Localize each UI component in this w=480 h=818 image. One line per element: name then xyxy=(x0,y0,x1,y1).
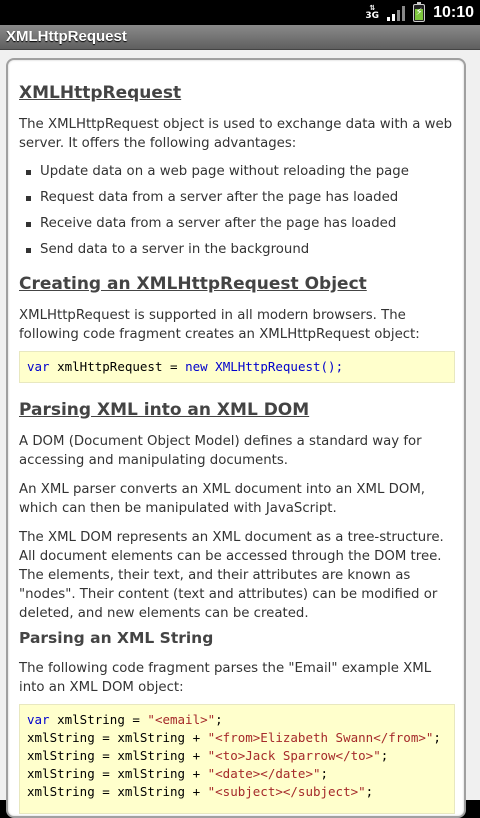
app-content-area[interactable] xyxy=(0,50,480,800)
bullet-icon xyxy=(26,248,31,253)
parse-paragraph-2: An XML parser converts an XML document into an XML DOM, which can then be manipulated with JavaScript. xyxy=(19,482,426,516)
intro-paragraph: The XMLHttpRequest object is used to exchange data with a web server. It offers the following advantages: xyxy=(19,117,453,151)
bullet-icon xyxy=(26,170,31,175)
app-title-bar xyxy=(0,25,480,50)
list-item-text: Receive data from a server after the page has loaded xyxy=(40,216,397,231)
status-icons xyxy=(365,0,480,25)
code-line: xmlString = xmlString + "<date></date>"; xyxy=(27,766,329,781)
network-3g-icon xyxy=(365,5,379,21)
list-item xyxy=(19,214,459,240)
status-bar xyxy=(0,0,480,25)
code-line: xmlString = xmlString + "<subject></subject>"; xyxy=(27,784,374,799)
list-item-text: Update data on a web page without reloading the page xyxy=(40,164,409,179)
code-block-string xyxy=(19,704,455,814)
list-item xyxy=(19,162,459,188)
battery-charging-icon: ⚡ xyxy=(413,4,425,22)
network-label: 3G xyxy=(365,10,380,21)
article-panel[interactable] xyxy=(6,58,466,818)
signal-strength-icon xyxy=(387,5,405,21)
data-arrows-icon: ⇅ xyxy=(369,3,376,12)
bullet-icon xyxy=(26,196,31,201)
code-line: xmlString = xmlString + "<from>Elizabeth Swann</from>"; xyxy=(27,730,441,745)
advantages-list xyxy=(19,162,459,266)
list-item xyxy=(19,188,459,214)
section-heading-string: Parsing an XML String xyxy=(19,629,214,647)
code-line: var xmlHttpRequest = new XMLHttpRequest(); xyxy=(27,359,344,374)
list-item xyxy=(19,240,459,266)
section-heading-parse: Parsing XML into an XML DOM xyxy=(19,400,310,420)
parse-paragraph-1: A DOM (Document Object Model) defines a standard way for accessing and manipulating documents. xyxy=(19,434,422,468)
list-item-text: Send data to a server in the background xyxy=(40,242,310,257)
section-heading-create: Creating an XMLHttpRequest Object xyxy=(19,274,367,294)
code-line: xmlString = xmlString + "<to>Jack Sparrow</to>"; xyxy=(27,748,389,763)
string-paragraph: The following code fragment parses the "Email" example XML into an XML DOM object: xyxy=(19,661,432,695)
list-item-text: Request data from a server after the page has loaded xyxy=(40,190,399,205)
status-clock: 10:10 xyxy=(433,3,474,21)
code-block-create xyxy=(19,351,455,383)
parse-paragraph-3: The XML DOM represents an XML document as a tree-structure. All document elements can be accessed through the DOM tree. The elements, their text, and their attributes are known as "nodes". Their content (text and attributes) can be modified or deleted, and new elements can be created. xyxy=(19,530,444,621)
app-title: XMLHttpRequest xyxy=(6,28,127,45)
page-title: XMLHttpRequest xyxy=(19,83,182,103)
bullet-icon xyxy=(26,222,31,227)
create-paragraph: XMLHttpRequest is supported in all modern browsers. The following code fragment creates an XMLHttpRequest object: xyxy=(19,308,420,342)
code-line: var xmlString = "<email>"; xyxy=(27,712,223,727)
